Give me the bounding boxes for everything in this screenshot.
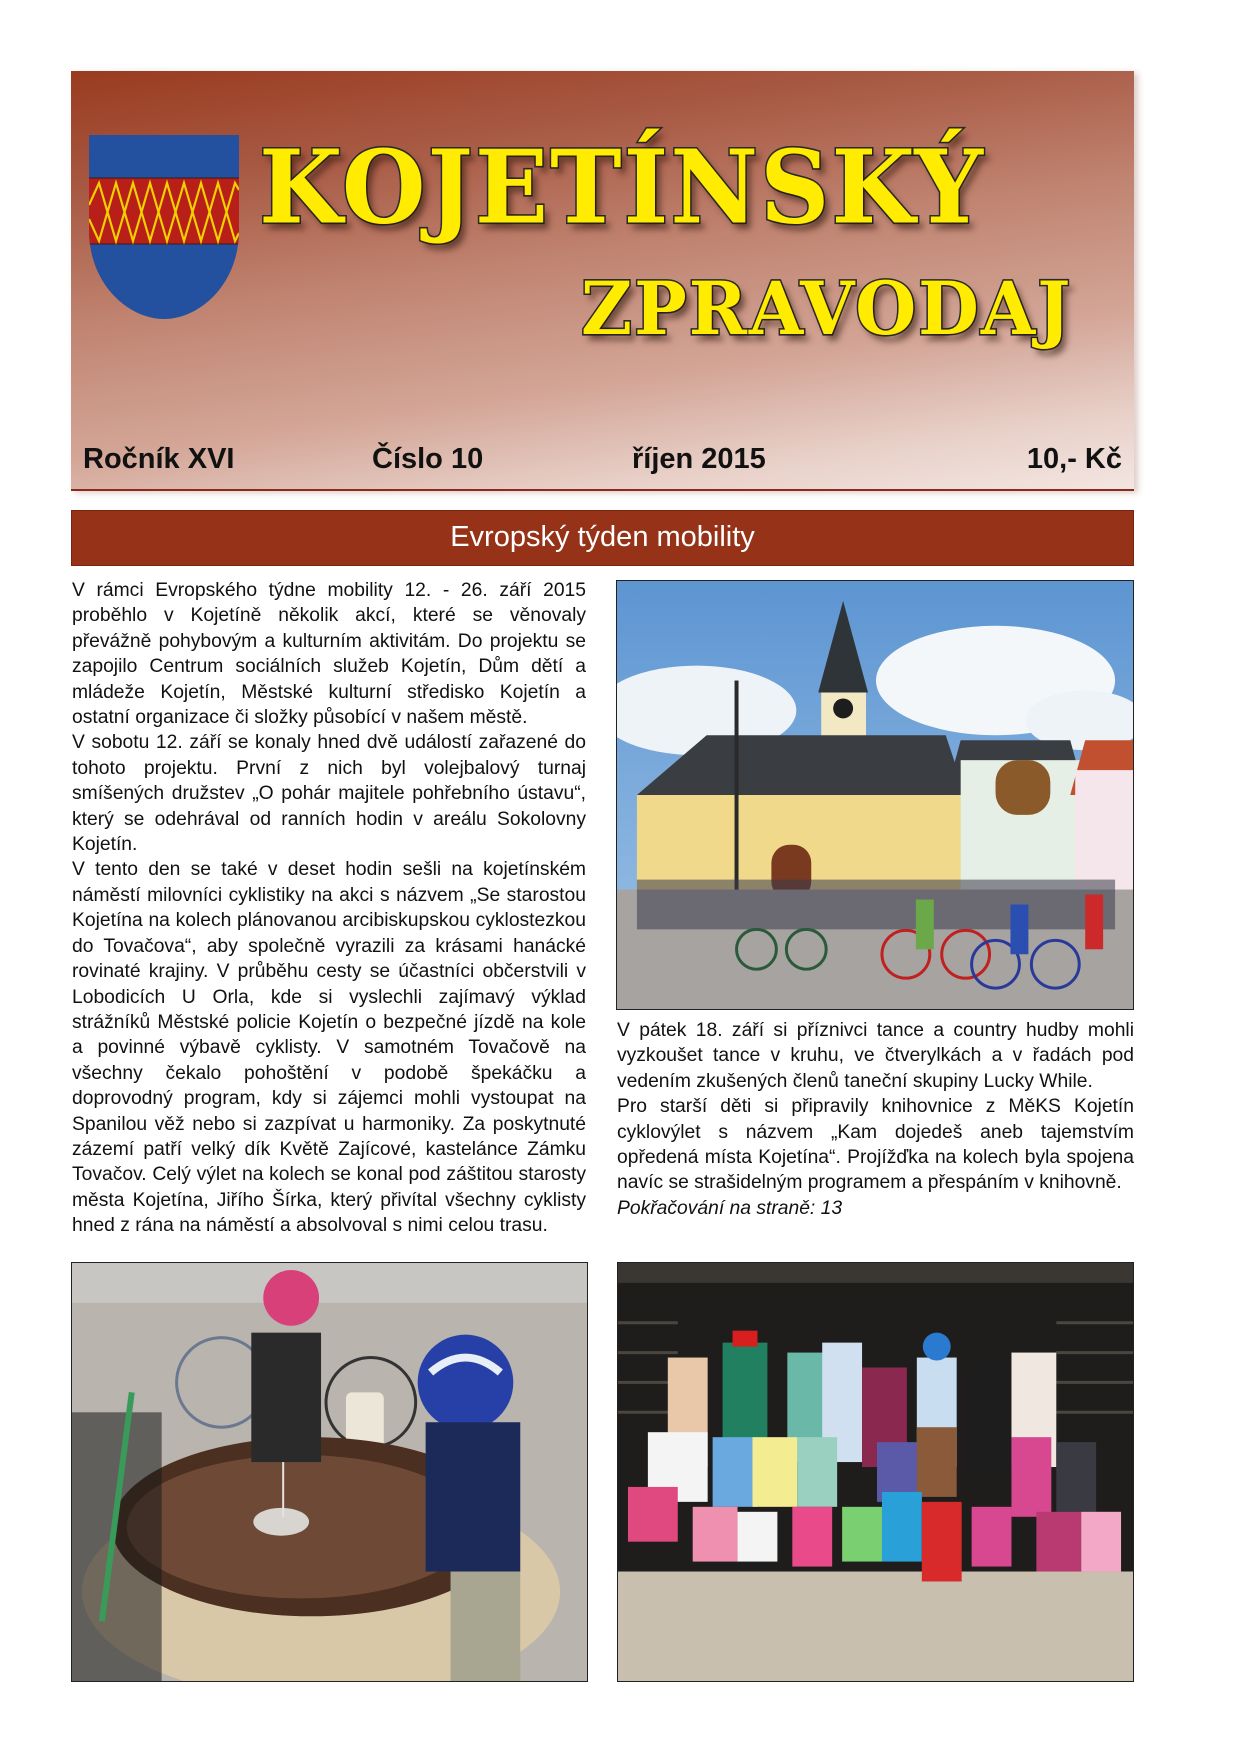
newsletter-subtitle: ZPRAVODAJ [581, 264, 1073, 353]
issue-info-row [71, 443, 1134, 483]
town-square-image [617, 581, 1133, 1009]
masthead [71, 71, 1134, 491]
fountain-image [72, 1263, 587, 1681]
photo-costumed-group [617, 1262, 1134, 1682]
photo-children-at-fountain [71, 1262, 588, 1682]
issue-price: 10,- Kč [1026, 443, 1122, 475]
paragraph: V sobotu 12. září se konaly hned dvě událostí zařazené do tohoto projektu. První z nich byl volejbalový turnaj smíšených družstev „O pohár majitele pohřebního ústavu“, který se odehrával od ranních hodin v areálu Sokolovny Kojetín. [72, 732, 586, 856]
paragraph: V tento den se také v deset hodin sešli na kojetínském náměstí milovníci cyklistiky na akci s názvem „Se starostou Kojetína na kolech plánovanou arcibiskupskou cyklostezkou do Tovačova“, aby společně vyrazili za krásami hanácké rovinaté krajiny. V průběhu cesty se účastníci občerstvili v Lobodicích U Orla, kde si vyslechli zajímavý výklad strážníků Městské policie Kojetín o bezpečné jízdě na kole a povinné výbavě cyklisty. V samotném Tovačově na všechny čekalo pohoštění v podobě špekáčku a doprovodný program, kdy si zájemci mohli vystoupat na Spanilou věž nebo si zazpívat u harmoniky. Za poskytnuté zázemí patří velký dík Květě Zajícové, kastelánce Zámku Tovačov. Celý výlet na kolech se konal pod záštitou starosty města Kojetína, Jiřího Šírka, který přivítal všechny cyklisty hned z rána na náměstí a absolvoval s nimi celou trasu. [72, 859, 586, 1237]
coat-of-arms-icon [89, 135, 239, 319]
volume-label: Ročník XVI [83, 443, 235, 475]
article-left-column [72, 578, 586, 1239]
paragraph: Pro starší děti si připravily knihovnice z MěKS Kojetín cyklovýlet s názvem „Kam dojedeš aneb tajemstvím opředená místa Kojetína“. Projížďka na kolech byla spojena navíc se strašidelným programem a přespáním v knihovně. [617, 1096, 1134, 1194]
masthead-divider [71, 489, 1134, 491]
costumed-group-image [618, 1263, 1133, 1681]
newsletter-title: KOJETÍNSKÝ [259, 128, 985, 247]
photo-town-square-cyclists [616, 580, 1134, 1010]
issue-number: Číslo 10 [372, 443, 484, 475]
paragraph: V rámci Evropského týdne mobility 12. - 26. září 2015 proběhlo v Kojetíně několik akcí, které se věnovaly převážně pohybovým a kulturním aktivitám. Do projektu se zapojilo Centrum sociálních služeb Kojetín, Dům dětí a mládeže Kojetín, Městské kulturní středisko Kojetín a ostatní organizace či složky působící v našem městě. [72, 580, 586, 729]
continuation-note: Pokřačování na straně: 13 [617, 1197, 843, 1219]
paragraph: V pátek 18. září si příznivci tance a country hudby mohli vyzkoušet tance v kruhu, ve čtverylkách a v řadách pod vedením zkušených členů taneční skupiny Lucky While. [617, 1020, 1134, 1092]
article-heading: Evropský týden mobility [71, 510, 1134, 566]
issue-date: říjen 2015 [632, 443, 766, 475]
article-right-column [617, 1018, 1134, 1221]
